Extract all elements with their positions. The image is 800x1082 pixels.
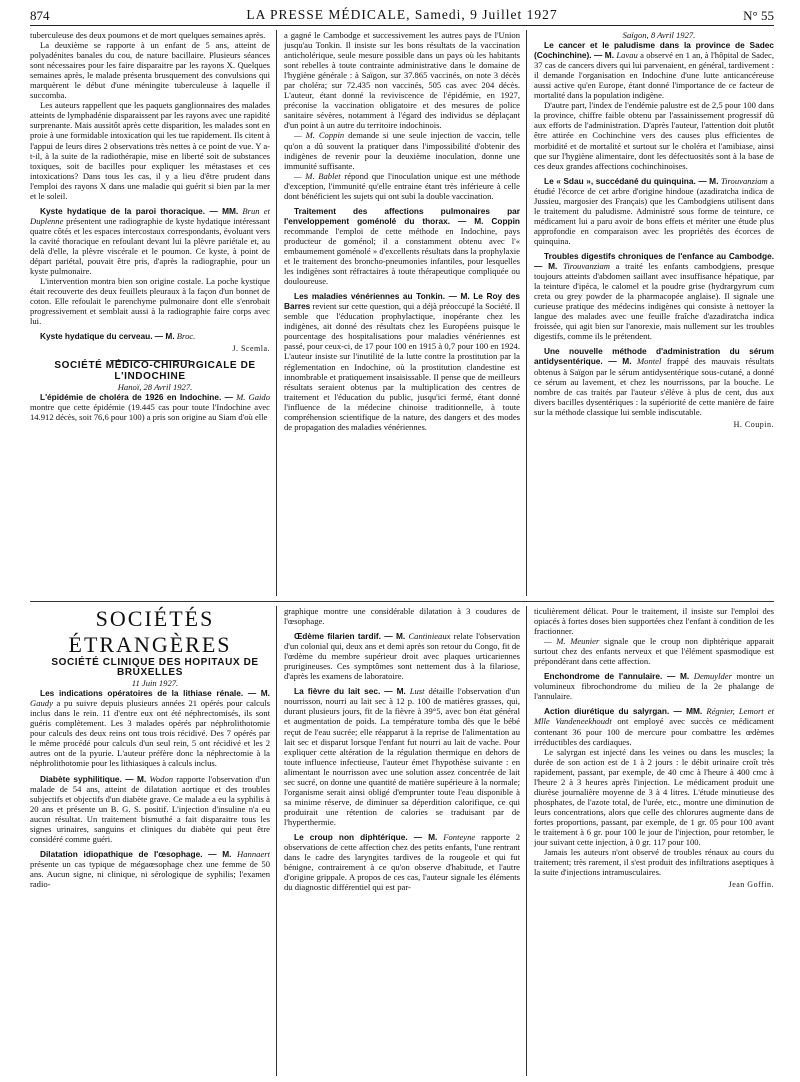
section-title: SOCIÉTÉ CLINIQUE DES HOPITAUX DE BRUXELLES — [51, 657, 259, 679]
paragraph: L'intervention montra bien son origine costale. La poche kystique était recouverte des deux feuillets pleuraux à la façon d'un bonnet de coton. Elle refoulait le parenchyme pulmonaire dont elle s'enrobait progressivement et semblait aussi à la radiographie faire corps avec lui. — [30, 276, 270, 327]
signature: J. Scemla. — [232, 344, 270, 354]
report-lithiase — [30, 688, 270, 768]
column-rule — [526, 30, 527, 596]
discussion-body: signale que le croup non diphtérique apparait surtout chez des enfants nerveux et que l'élément spasmodique est prépondérant dans cette affection. — [534, 636, 774, 667]
report-fievre — [284, 686, 520, 827]
report-body: a observé en 1 an, à l'hôpital de Sadec, 37 cas de cancers divers qui lui parvenaient, en général, tardivement : il demande l'organisation en Indochine d'une lutte anticancéreuse aussi active qu'en Europe, étant donné l'importance de ce facteur de mortalité dans la population indigène. — [534, 50, 774, 101]
report-body: montre que cette épidémie (19.445 cas pour toute l'Indochine avec 14.912 décès, soit 76,6 pour 100) a pris son origine au Siam d'où elle — [30, 401, 270, 422]
report-author: Brun et Duplenne — [30, 205, 270, 226]
issue-number: N° 55 — [743, 8, 774, 23]
report-body: a pu suivre depuis plusieurs années 21 opérés pour calculs inclus dans le rein. 11 d'entre eux ont été néphrectomisés, ils sont guéris complètement. Les 3 malades opérés par néphrolithotomie pour calculs des deux reins ont tous trois récidivé. Des 7 opérés par le même procédé pour calculs d'un seul rein, 5 ont récidivé et les 2 autres ont de la pyurie. L'auteur préfère donc la néphrectomie à la néphrolithotomie pour les lithiasiques à calculs inclus. — [30, 698, 270, 769]
bottom-column-1 — [30, 606, 270, 1076]
report-sdau — [534, 176, 774, 246]
report-cancer — [534, 40, 774, 100]
report-body: a étudié l'écorce de cet arbre d'origine hindoue (azadiratcha indica de Jussieu, margosier des Français) que les Cambodgiens utilisent dans le traitement du paludisme. Administré sous forme de teinture, ce médicament lui a paru avoir de bons effets et mériter une étude plus approfondie en comparaison avec les propriétés des écorces de quinquina. — [534, 175, 774, 246]
header-rule — [30, 25, 774, 26]
discussion-body: répond que l'inoculation unique est une méthode d'exception, l'immunité qu'elle entraine étant très inférieure à celle dont bénéficient les sujets qui ont subi la double vaccination. — [284, 170, 520, 201]
report-author: Lavau — [616, 50, 638, 61]
report-cholera — [30, 392, 270, 422]
discussion-body: demande si une seule injection de vaccin, telle qu'on a dû souvent la pratiquer dans l'impossibilité d'obtenir des indigènes de revenir pour la deuxième inoculation, donne une immunité suffisante. — [284, 130, 520, 171]
column-rule — [276, 606, 277, 1076]
paragraph: D'autre part, l'index de l'endémie palustre est de 2,5 pour 100 dans la province, chiffre faible obtenu par l'assainissement progressif dû aux efforts de l'administration. D'après l'auteur, l'attention doit plutôt être attirée en Cochinchine vers des causes plus efficientes de morbidité et de mortalité et surtout sur le choléra et l'amibiase, ainsi que sur l'hygiène alimentaire, dont les défectuosités sont à la base de ces deux grandes affections cochinchinoises. — [534, 100, 774, 171]
report-title: Kyste hydatique de la paroi thoracique. — MM. — [40, 205, 239, 216]
report-author: Gaudy — [30, 698, 53, 709]
bottom-column-2 — [284, 606, 520, 1076]
report-author: Cantinieaux — [408, 631, 451, 642]
report-title: La fièvre du lait sec. — M. — [294, 686, 406, 697]
column-rule — [276, 30, 277, 596]
session-date: Saïgon, 8 Avril 1927. — [622, 30, 696, 40]
signature: Jean Goffin. — [728, 880, 774, 890]
report-body: relate l'observation d'un colonial qui, deux ans et demi après son retour du Congo, fit de l'œdème du membre supérieur droit avec plaques urticariennes prurigineuses. Ces symptômes sont nettement dus à la filariose, d'après les examens de laboratoire. — [284, 631, 520, 682]
report-body: montre un volumineux fibrochondrome du milieu de la 2e phalange de l'annulaire. — [534, 671, 774, 702]
report-title: Action diurétique du salyrgan. — MM. — [544, 706, 703, 717]
paragraph: ticulièrement délicat. Pour le traitement, il insiste sur l'emploi des opiacés à fortes doses bien supportées chez l'enfant à condition de les fractionner. — [534, 606, 774, 637]
report-body: ont employé avec succès ce médicament contenant 36 pour 100 de mercure pour combattre les œdèmes irréductibles des cardiaques. — [534, 716, 774, 747]
report-author: Lust — [409, 686, 425, 697]
report-title: Une nouvelle méthode d'administration du sérum antidysentérique. — M. — [534, 346, 774, 367]
report-enchondrome — [534, 671, 774, 701]
report-title: Le croup non diphtérique. — M. — [294, 831, 438, 842]
report-author: Régnier, Lemort et Mlle Vandeneekhoudt — [534, 706, 774, 727]
report-body: a traité les enfants cambodgiens, presque toujours atteints d'abdomen saillant avec insuffisance hépatique, par la teinture d'ipéca, le calomel et la poudre grise (hydrargyrum cum creta ou grey powder de la pharmacopée anglaise). Il signale une curieuse pratique des médecins indigènes qui consiste à nettoyer la langue des malades avec une feuille fraîche d'azadiratcha indica froissée, qui agit bien sur l'anorexie, mais nullement sur les troubles digestifs, comme ils le prétendent. — [534, 261, 774, 342]
report-title: Les indications opératoires de la lithiase rénale. — M. — [40, 688, 270, 699]
report-body: présente un cas typique de mégaœsophage chez une femme de 50 ans. Aucun signe, ni clinique, ni sérologique de syphilis; l'examen radio- — [30, 858, 270, 889]
report-title: Troubles digestifs chroniques de l'enfance au Cambodge. — M. — [534, 250, 774, 272]
paragraph: graphique montre une considérable dilatation à 3 coudures de l'œsophage. — [284, 606, 520, 627]
column-rule — [526, 606, 527, 1076]
report-body: frappé des mauvais résultats obtenus à Saïgon par le sérum antidysentérique sous-cutané, a donné ce sérum au lavement, et chez les nourrissons, par la bouche. Le nombre de cas traités par l'auteur s'élève à plus de cent, dus aux divers bacilles dysentériques : la supériorité de cette manière de faire sur la méthode classique lui semble indiscutable. — [534, 356, 774, 417]
report-oesophage — [30, 849, 270, 889]
top-column-3 — [534, 30, 774, 596]
discussion-meunier — [534, 636, 774, 666]
report-author: Wodon — [149, 773, 174, 784]
report-troubles — [534, 251, 774, 341]
report-title: Le cancer et le paludisme dans la province de Sadec (Cochinchine). — M. — [534, 40, 774, 61]
report-author: Tirouvanziam — [563, 261, 610, 272]
report-oedeme — [284, 631, 520, 681]
report-kyste-paroi — [30, 206, 270, 276]
top-column-2 — [284, 30, 520, 596]
report-title: Enchondrome de l'annulaire. — M. — [544, 671, 690, 682]
report-venerien — [284, 291, 520, 432]
paragraph: Jamais les auteurs n'ont observé de troubles rénaux au cours du traitement; très rarement, il s'est produit des infiltrations aseptiques à la suite d'injections intramusculaires. — [534, 847, 774, 878]
speaker: — M. Meunier — [544, 636, 600, 647]
page-number: 874 — [30, 8, 50, 23]
speaker: — M. Coppin — [294, 130, 345, 141]
report-author: Broc. — [176, 331, 196, 342]
discussion-coppin — [284, 130, 520, 170]
speaker: — M. Bablet — [294, 170, 341, 181]
bottom-column-3 — [534, 606, 774, 1076]
report-body: rapporte 2 observations de cette affection chez des petits enfants, l'une rentrant dans le cadre des laryngites tardives de la rougeole et qui fut bénigne, contrairement à ce qu'on observe d'habitude, et l'autre d'origine grippale. A propos de ces cas, l'auteur signale les éléments du diagnostic différentiel qui est par- — [284, 831, 520, 893]
report-kyste-cerveau — [30, 331, 270, 341]
report-author: M. Gaido — [236, 391, 270, 402]
section-divider — [30, 601, 774, 602]
report-diabete — [30, 774, 270, 844]
report-title: L'épidémie de choléra de 1926 en Indochine. — — [40, 391, 233, 402]
report-author: Tirouvanziam — [720, 175, 768, 186]
paragraph: La deuxième se rapporte à un enfant de 5 ans, atteint de polyadénites banales du cou, de nature bacillaire. Plusieurs séances sont nécessaires pour les faire disparaitre par les rayons X. Quelques semaines après, le malade présenta brusquement des convulsions qui marquèrent le début d'une méningite tuberculeuse à laquelle il succomba. — [30, 40, 270, 101]
separator — [110, 360, 190, 361]
report-title: Œdème filarien tardif. — M. — [294, 631, 406, 642]
report-author: Demuylder — [693, 671, 732, 682]
report-title: Diabète syphilitique. — M. — [40, 773, 147, 784]
banner-title: SOCIÉTÉS ÉTRANGÈRES — [68, 606, 232, 657]
signature: H. Coupin. — [733, 419, 774, 429]
report-title: Les maladies vénériennes au Tonkin. — M. Le Roy des Barres — [284, 291, 520, 312]
report-title: Le « Sdau », succédané du quinquina. — M. — [544, 175, 719, 186]
report-title: Traitement des affections pulmonaires par l'enveloppement goménolé du thorax. — M. Coppin — [284, 205, 520, 226]
session-date: Hanoï, 28 Avril 1927. — [117, 381, 193, 392]
journal-title: LA PRESSE MÉDICALE, Samedi, 9 Juillet 1927 — [246, 7, 558, 22]
report-author: Montel — [637, 356, 662, 367]
report-serum — [534, 346, 774, 416]
report-title: Kyste hydatique du cerveau. — M. — [40, 331, 175, 342]
report-body: détaille l'observation d'un nourrisson, nourri au lait sec à 12 p. 100 de matières grasses, qui, durant plusieurs jours, fit de la fièvre à 39°5, avec bon état général et augmentation de poids. La température tomba dès que le bébé reçut de l'eau sucrée; elle réapparut à la reprise de l'alimentation au lait sec et disparut lorsque l'enfant fut nourri au lait de vache. Pour expliquer cette altération de la régulation thermique en dehors de toute influence infectieuse, l'auteur émet l'hypothèse suivante : en alimentant le nourrisson avec une solution assez concentrée de lait sec sucré, on donne une quantité de matière supérieure à la normale; l'organisme serait ainsi obligé d'emprunter toute l'eau disponible à sa minime réserve, de diminuer sa déperdition calorifique, ce qui produirait une rétention de calories se traduisant par de l'hyperthermie. — [284, 686, 520, 827]
report-croup — [284, 832, 520, 892]
top-column-1 — [30, 30, 270, 596]
paragraph: a gagné le Cambodge et successivement les autres pays de l'Union jusqu'au Tonkin. Il insiste sur les bons résultats de la vaccination anticholérique, seule mesure possible dans un pays où les habitants sont rebelles à toute contrainte administrative dans le domaine de l'hygiène générale : à Saïgon, sur 37.865 vaccinés, on note 3 décès par choléra; sur 72.435 non vaccinés, 505 cas avec 204 décès. L'auteur, étant donné la reviviscence de l'épidémie, en 1927, préconise la vaccination obligatoire et des mesures de police sanitaire sévères, notamment à l'égard des individus se déplaçant d'un point à un autre du territoire indochinois. — [284, 30, 520, 131]
report-salyrgan — [534, 706, 774, 746]
paragraph: tuberculeuse des deux poumons et de mort quelques semaines après. — [30, 30, 266, 40]
paragraph: Le salyrgan est injecté dans les veines ou dans les muscles; la durée de son action est de 1 à 2 jours : le débit urinaire croît très rapidement, passant, par exemple, de 40 cmc à l'heure à 400 cmc à l'heure 2 à 3 heures après l'injection. Le médicament produit une diurèse journalière moyenne de 3 à 4 litres. L'étude minutieuse des phosphates, de l'azote total, de l'urée, etc., montre une diminution de leurs concentrations, alors que celle des chlorures augmente dans de fortes proportions, passant, par exemple, de 1 gr. 05 pour 100 avant le traitement à 6 gr. pour 100 le jour de l'injection, pour retomber, le jour suivant cette injection, à 0 gr. 117 pour 100. — [534, 746, 774, 848]
report-pulmonaire — [284, 206, 520, 286]
report-body: présentent une radiographie de kyste hydatique intéressant quatre côtés et les espaces intercostaux correspondants, évoluant vers la cavité thoracique en refoulant devant lui la plèvre pariétale et, au delà d'elle, la plèvre viscérale et le poumon. Ce kyste, à point de départ pariétal, pouvait être pris, d'après la radiographie, pour un kyste pulmonaire. — [30, 215, 270, 277]
report-author: Fonteyne — [443, 831, 476, 842]
report-body: revient sur cette question, qui a déjà préoccupé la Société. Il semble que l'éducation prophylactique, inopérante chez les indigènes, ait donné des résultats chez les Européens puisque le pourcentage des hospitalisations pour maladies vénériennes est passé, pour ceux-ci, de 17 pour 100 en 1915 à 0,7 pour 100 en 1924. L'auteur insiste sur l'inutilité de la lutte contre la prostitution par la réglementation en Indochine, où la prostitution clandestine est innombrable et pratiquement insaisissable. Il pense que de meilleurs résultats seraient obtenus par la multiplication des centres de traitement et l'éducation du public, jusqu'ici fermé, étant donné l'influence de la médecine chinoise traditionnelle, à toute compréhension scientifique de la nature, des dangers et des modes de propagation des maladies vénériennes. — [284, 301, 520, 432]
discussion-bablet — [284, 171, 520, 201]
session-date: 11 Juin 1927. — [131, 678, 179, 689]
report-body: rapporte l'observation d'un malade de 54 ans, atteint de dilatation aortique et des troubles subjectifs et objectifs d'un diabète grave. Ce malade a eu la syphilis à 20 ans et présente un B. G. S. positif. L'injection d'insuline n'a eu aucun résultat. Un traitement bismuthé a fait disparaitre tous les signes urinaires, sanguins et cliniques du diabète qui peut être considéré comme guéri. — [30, 773, 270, 844]
report-author: Hannaert — [237, 848, 270, 859]
report-title: Dilatation idiopathique de l'œsophage. — M. — [40, 848, 232, 859]
section-title: SOCIÉTÉ MÉDICO-CHIRURGICALE DE L'INDOCHINE — [54, 360, 256, 382]
report-body: recommande l'emploi de cette méthode en Indochine, pays producteur de goménol; il a constamment obtenu avec l'« embaumement goménolé » d'excellents résultats dans la prophylaxie et le traitement des broncho-pneumonies infantiles, pour lesquelles les indigènes sont réfractaires à toute thérapeutique compliquée ou douloureuse. — [284, 225, 520, 287]
paragraph: Les auteurs rappellent que les paquets ganglionnaires des malades atteints de lymphadénie disparaissent par les rayons avec une rapidité surprenante. Mais aussitôt après cette disparition, les malades sont en proie à une formidable intoxication qui les tue rapidement. Ils citent à l'appui de leurs dires 2 observations très nettes à ce point de vue. Y a-t-il, à la suite de la radiothérapie, mise en liberté soit de substances toxiques, soit de bacilles pour expliquer les métastases et ces intoxications? Dans tous les cas, il y a lieu d'être prudent dans l'emploi des rayons X dans une maladie qui guérit si bien par la mer et le soleil. — [30, 100, 270, 201]
